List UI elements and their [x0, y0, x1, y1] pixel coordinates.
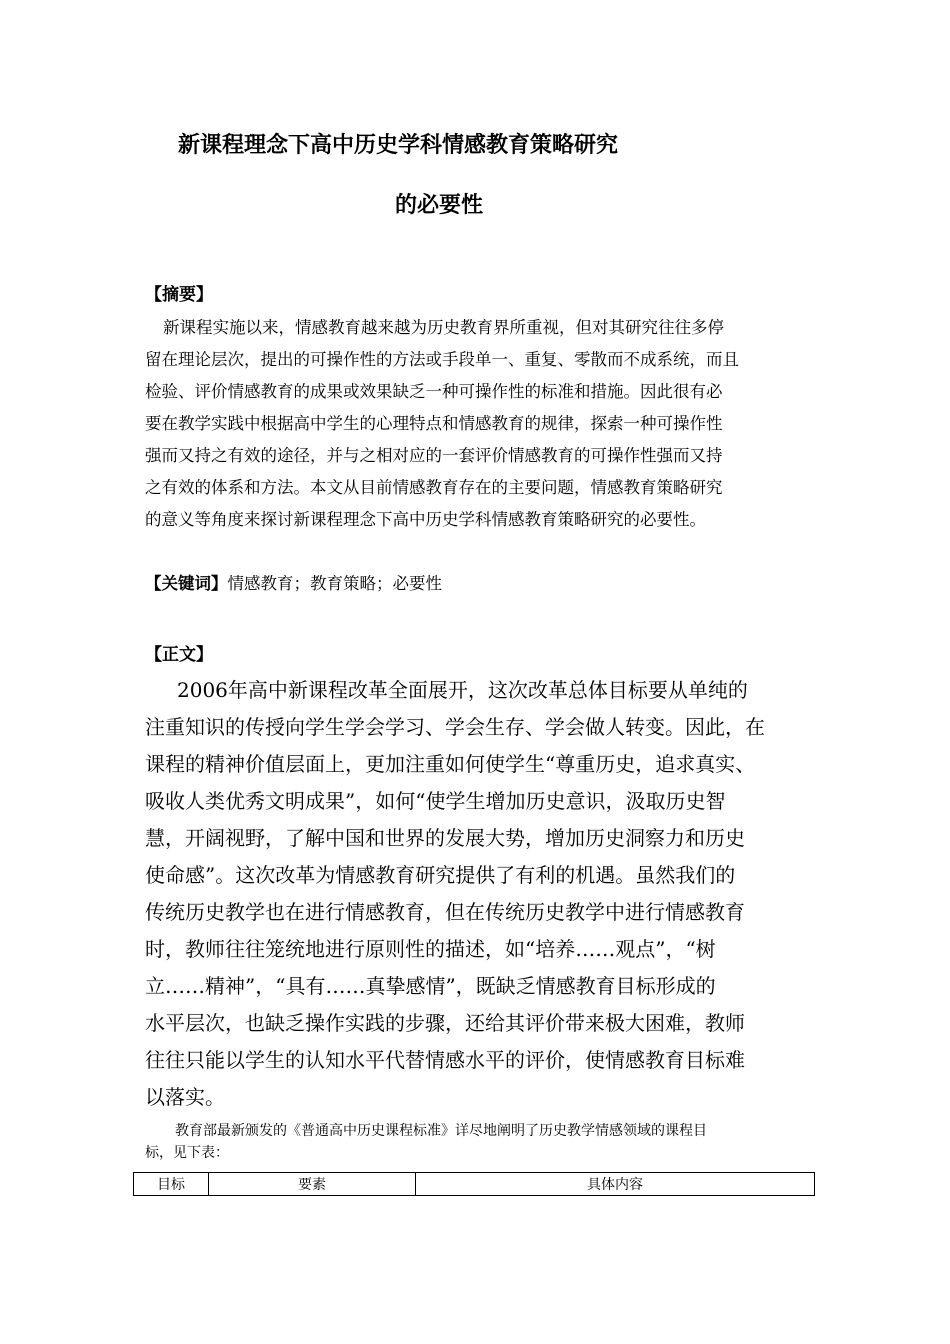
abstract-text	[145, 312, 810, 536]
table-header-row	[134, 1173, 815, 1196]
body-line: 时，教师往往笼统地进行原则性的描述，如“培养……观点”，“树	[145, 937, 716, 961]
body-line: 水平层次，也缺乏操作实践的步骤，还给其评价带来极大困难，教师	[145, 1011, 745, 1035]
abstract-line: 检验、评价情感教育的成果或效果缺乏一种可操作性的标准和措施。因此很有必	[145, 382, 723, 401]
body-line: 2006年高中新课程改革全面展开，这次改革总体目标要从单纯的	[177, 678, 748, 702]
document-title-line2: 的必要性	[395, 193, 484, 218]
abstract-line: 要在教学实践中根据高中学生的心理特点和情感教育的规律，探索一种可操作性	[145, 414, 723, 433]
abstract-heading: 【摘要】	[145, 285, 213, 305]
abstract-line: 新课程实施以来，情感教育越来越为历史教育界所重视，但对其研究往往多停	[163, 318, 724, 337]
abstract-line: 之有效的体系和方法。本文从目前情感教育存在的主要问题，情感教育策略研究	[145, 478, 723, 497]
body-line: 注重知识的传授向学生学会学习、学会生存、学会做人转变。因此，在	[145, 715, 765, 739]
keywords-text: 情感教育；教育策略；必要性	[227, 574, 442, 593]
body-line: 慧，开阔视野，了解中国和世界的发展大势，增加历史洞察力和历史	[145, 826, 745, 850]
body-line: 往往只能以学生的认知水平代替情感水平的评价，使情感教育目标难	[145, 1048, 745, 1072]
body-line: 以落实。	[145, 1085, 225, 1109]
body-line: 立……精神”，“具有……真挚感情”，既缺乏情感教育目标形成的	[145, 974, 716, 998]
table-header-cell: 具体内容	[416, 1173, 815, 1196]
table-header-cell: 目标	[134, 1173, 209, 1196]
abstract-line: 的意义等角度来探讨新课程理念下高中历史学科情感教育策略研究的必要性。	[145, 510, 706, 529]
body-line: 传统历史教学也在进行情感教育，但在传统历史教学中进行情感教育	[145, 900, 745, 924]
table-header-cell: 要素	[209, 1173, 416, 1196]
body-line: 吸收人类优秀文明成果”，如何“使学生增加历史意识，汲取历史智	[145, 789, 726, 813]
body-heading: 【正文】	[145, 645, 213, 665]
table-intro-note	[145, 1120, 815, 1164]
body-text	[145, 672, 825, 1116]
keywords-label: 【关键词】	[145, 574, 228, 593]
curriculum-goal-table	[133, 1172, 815, 1196]
body-line: 课程的精神价值层面上，更加注重如何使学生“尊重历史，追求真实、	[145, 752, 756, 776]
body-line: 使命感”。这次改革为情感教育研究提供了有利的机遇。虽然我们的	[145, 863, 736, 887]
document-title-line1: 新课程理念下高中历史学科情感教育策略研究	[178, 133, 619, 158]
note-line: 标，见下表：	[145, 1145, 229, 1161]
keywords	[145, 570, 442, 594]
note-line: 教育部最新颁发的《普通高中历史课程标准》详尽地阐明了历史教学情感领域的课程目	[175, 1123, 707, 1139]
abstract-line: 强而又持之有效的途径，并与之相对应的一套评价情感教育的可操作性强而又持	[145, 446, 723, 465]
abstract-line: 留在理论层次，提出的可操作性的方法或手段单一、重复、零散而不成系统，而且	[145, 350, 739, 369]
